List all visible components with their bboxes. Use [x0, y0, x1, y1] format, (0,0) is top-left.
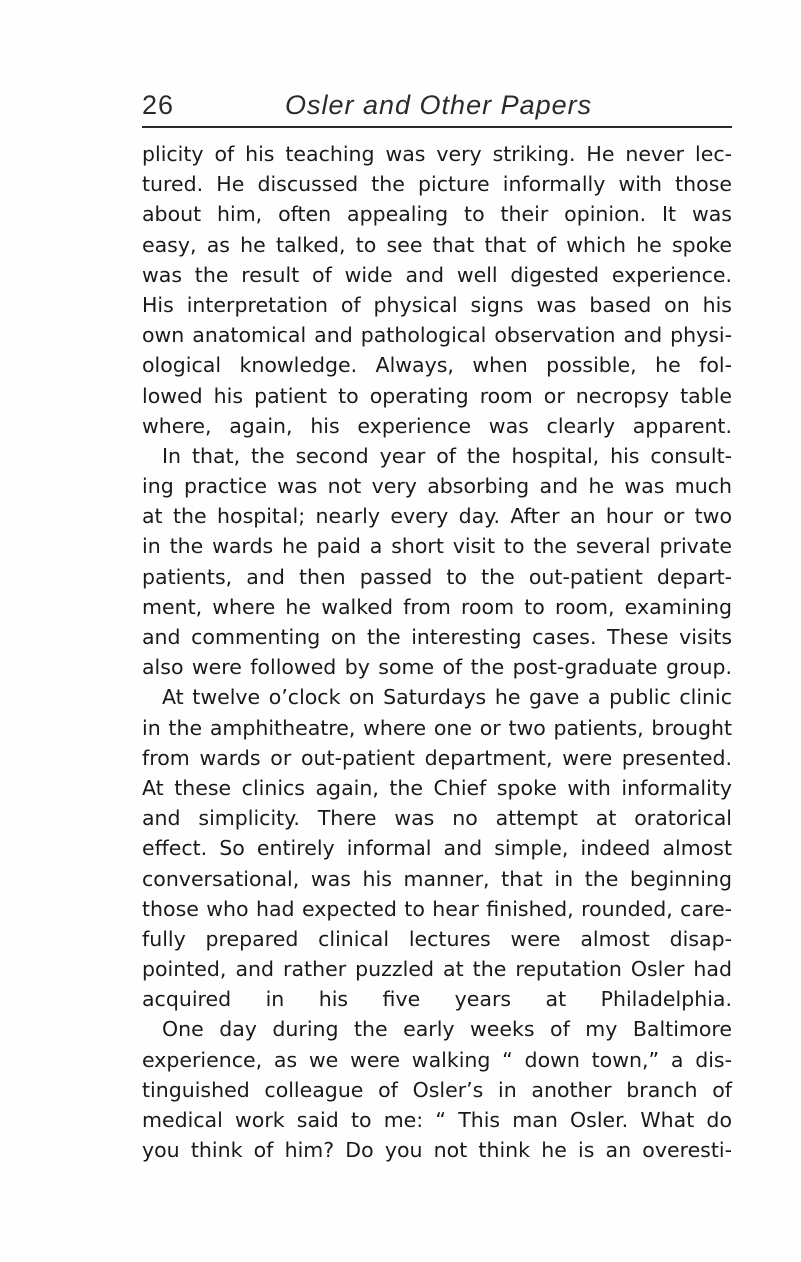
- text-line: easy, as he talked, to see that that of which he spoke: [142, 232, 732, 257]
- text-line: those who had expected to hear finished, rounded, care-: [142, 896, 732, 921]
- text-line: also were followed by some of the post-graduate group.: [142, 655, 732, 680]
- text-line: At twelve o’clock on Saturdays he gave a public clinic: [162, 685, 732, 710]
- running-title: Osler and Other Papers: [285, 90, 593, 120]
- text-line: tinguished colleague of Osler’s in another branch of: [142, 1077, 732, 1102]
- text-line: medical work said to me: “ This man Osler. What do: [142, 1108, 732, 1132]
- text-line: At these clinics again, the Chief spoke with informality: [142, 775, 732, 800]
- text-line: fully prepared clinical lectures were almost disap-: [142, 926, 732, 951]
- text-line: lowed his patient to operating room or necropsy table: [142, 383, 732, 408]
- text-line: acquired in his five years at Philadelphia.: [142, 987, 732, 1012]
- text-line: and simplicity. There was no attempt at oratorical: [142, 806, 732, 831]
- text-line: In that, the second year of the hospital, his consult-: [162, 443, 732, 468]
- text-line: and commenting on the interesting cases. These visits: [142, 625, 732, 649]
- text-line: patients, and then passed to the out-patient depart-: [142, 564, 732, 589]
- text-line: in the wards he paid a short visit to the several private: [142, 534, 732, 559]
- text-line: His interpretation of physical signs was based on his: [142, 292, 732, 317]
- text-line: you think of him? Do you not think he is an overesti-: [142, 1138, 732, 1163]
- text-line: about him, often appealing to their opinion. It was: [142, 202, 732, 227]
- text-line: from wards or out-patient department, were presented.: [142, 745, 732, 770]
- text-line: ing practice was not very absorbing and he was much: [142, 474, 732, 499]
- text-line: ological knowledge. Always, when possible, he fol-: [142, 353, 732, 378]
- text-line: ment, where he walked from room to room, examining: [142, 594, 732, 619]
- text-line: experience, as we were walking “ down town,” a dis-: [142, 1047, 732, 1072]
- text-line: tured. He discussed the picture informally with those: [142, 172, 732, 197]
- text-line: where, again, his experience was clearly apparent.: [142, 413, 732, 438]
- text-line: pointed, and rather puzzled at the reputation Osler had: [142, 957, 732, 982]
- text-line: plicity of his teaching was very striking. He never lec-: [142, 142, 732, 166]
- page-number: 26: [142, 90, 175, 120]
- text-line: in the amphitheatre, where one or two patients, brought: [142, 715, 732, 740]
- running-header: [142, 90, 732, 128]
- body-text: [142, 139, 732, 1165]
- text-line: conversational, was his manner, that in the beginning: [142, 866, 732, 891]
- text-line: own anatomical and pathological observation and physi-: [142, 323, 732, 348]
- text-line: effect. So entirely informal and simple, indeed almost: [142, 836, 732, 861]
- text-line: at the hospital; nearly every day. After an hour or two: [142, 504, 732, 529]
- text-line: was the result of wide and well digested experience.: [142, 262, 732, 287]
- text-line: One day during the early weeks of my Baltimore: [162, 1017, 732, 1042]
